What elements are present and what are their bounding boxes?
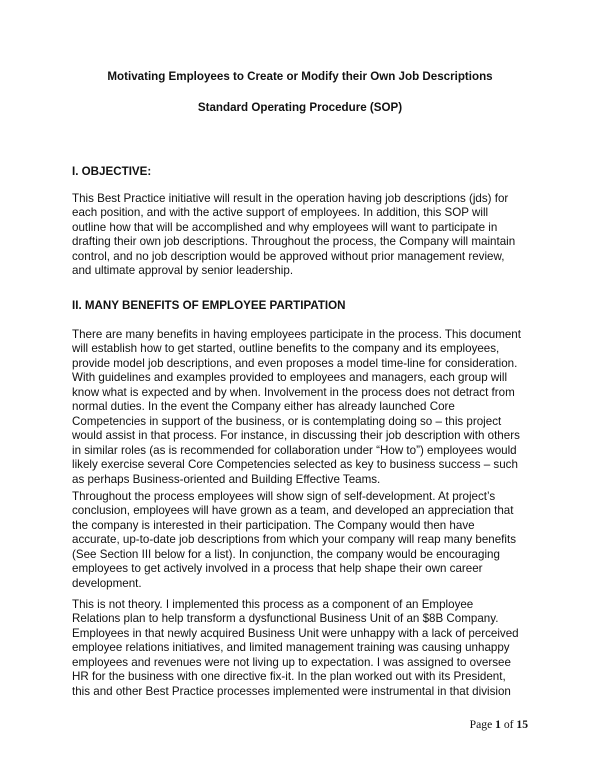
document-title: Motivating Employees to Create or Modify their Own Job Descriptions <box>107 70 493 83</box>
benefits-paragraph-3: This is not theory. I implemented this process as a component of an Employee Relations plan to help transform a dysfunctional Business Unit of an $8B Company. Employees in that newly acquired Business Unit were unhappy with a lack of perceived employee relations initiatives, and limited management training was causing unhappy employees and revenues were not living up to expectation. I was assigned to oversee HR for the business with one directive fix-it. In the plan worked out with its President, this and other Best Practice processes implemented were instrumental in that division <box>72 598 519 698</box>
page-number-footer <box>470 718 528 732</box>
of-label: of <box>503 718 514 731</box>
section-heading-benefits: II. MANY BENEFITS OF EMPLOYEE PARTIPATION <box>72 299 346 312</box>
benefits-paragraph-2: Throughout the process employees will show sign of self-development. At project’s conclusion, employees will have grown as a team, and developed an appreciation that the company is interested in their participation. The Company would then have accurate, up-to-date job descriptions from which your company will reap many benefits (See Section III below for a list). In conjunction, the company would be encouraging employees to get actively involved in a process that help shape their own career development. <box>72 490 516 590</box>
page-label: Page <box>469 718 493 731</box>
objective-paragraph: This Best Practice initiative will result in the operation having job descriptions (jds) for each position, and with the active support of employees. In addition, this SOP will outline how that will be accomplished and why employees will want to participate in drafting their own job descriptions. Throughout the process, the Company will maintain control, and no job description would be approved without prior management review, and ultimate approval by senior leadership. <box>72 192 516 278</box>
current-page-number: 1 <box>495 718 501 731</box>
benefits-paragraph-1: There are many benefits in having employees participate in the process. This document will establish how to get started, outline benefits to the company and its employees, provide model job descriptions, and even proposes a model time-line for consideration. With guidelines and examples provided to employees and managers, each group will know what is expected and by when. Involvement in the process does not detract from normal duties. In the event the Company either has already launched Core Competencies in support of the business, or is contemplating doing so – this project would assist in that process. For instance, in discussing their job description with others in similar roles (as is recommended for collaboration under “How to”) employees would likely exercise several Core Competencies selected as key to business success – such as perhaps Business-oriented and Building Effective Teams. <box>72 328 521 486</box>
document-subtitle: Standard Operating Procedure (SOP) <box>197 101 403 114</box>
total-page-count: 15 <box>516 718 528 731</box>
section-heading-objective: I. OBJECTIVE: <box>72 165 152 178</box>
